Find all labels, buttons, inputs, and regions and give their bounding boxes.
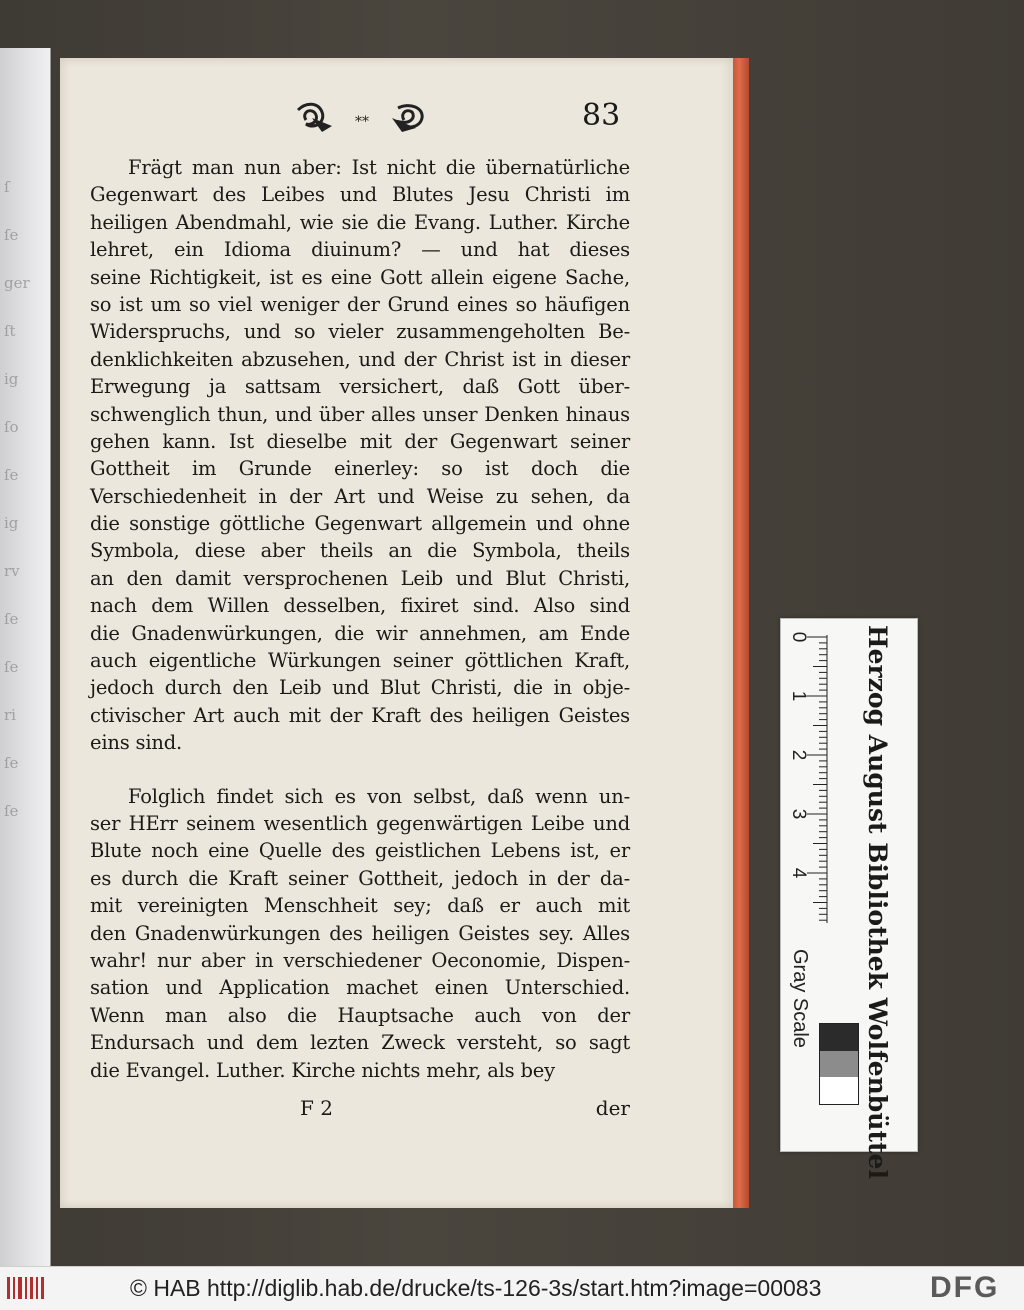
bleed-through-text: ſe <box>4 754 19 772</box>
text-line: ctivischer Art auch mit der Kraft des heiligen Geistes <box>90 703 630 727</box>
page-header <box>60 98 735 138</box>
gray-patch <box>820 1077 858 1104</box>
copyright-link[interactable]: © HAB http://diglib.hab.de/drucke/ts-126-3s/start.htm?image=00083 <box>130 1275 822 1301</box>
text-line: Blute noch eine Quelle des geistlichen Lebens ist, er <box>90 839 630 863</box>
text-line: die Evangel. Luther. Kirche nichts mehr, als bey <box>90 1058 555 1082</box>
text-line: Verschiedenheit in der Art und Weise zu sehen, da <box>90 484 630 508</box>
text-line: ser HErr seinem wesentlich gegenwärtigen Leibe und <box>90 811 630 835</box>
text-line: an den damit versprochenen Leib und Blut Christi, <box>90 566 630 590</box>
bleed-through-text: ſe <box>4 226 19 244</box>
text-line: gehen kann. Ist dieselbe mit der Gegenwart seiner <box>90 429 630 453</box>
bleed-through-text: rv <box>4 562 20 580</box>
text-line: auch eigentliche Würkungen seiner göttlichen Kraft, <box>90 649 630 673</box>
catchword: der <box>595 1096 630 1120</box>
text-line: mit vereinigten Menschheit sey; daß er auch mit <box>90 894 630 918</box>
gray-scale-patches <box>819 1023 859 1105</box>
color-scale-card <box>780 618 918 1179</box>
bleed-through-text: ſe <box>4 658 19 676</box>
bleed-through-text: ig <box>4 514 19 532</box>
bleed-through-text: ſe <box>4 466 19 484</box>
barcode-icon <box>6 1275 46 1301</box>
bleed-through-text: ig <box>4 370 19 388</box>
dfg-logo: DFG <box>930 1271 1000 1304</box>
text-line: nach dem Willen desselben, fixiret sind. Also sind <box>90 594 630 618</box>
text-line: eins sind. <box>90 731 183 755</box>
text-line: jedoch durch den Leib und Blut Christi, die in obje- <box>90 676 630 700</box>
ruler-number: 4 <box>788 867 809 879</box>
text-line: denklichkeiten abzusehen, und der Christ ist in dieser <box>90 347 630 371</box>
text-line: seine Richtigkeit, ist es eine Gott allein eigene Sache, <box>90 265 630 289</box>
text-line: es durch die Kraft seiner Gottheit, jedoch in der da- <box>90 866 630 890</box>
ruler-number: 0 <box>788 631 809 643</box>
gray-scale-label: Gray Scale <box>789 949 811 1048</box>
text-line: Gegenwart des Leibes und Blutes Jesu Christi im <box>90 183 630 207</box>
text-line: wahr! nur aber in verschiedener Oeconomie, Dispen- <box>90 948 630 972</box>
text-line: sation und Application machet einen Unterschied. <box>90 976 630 1000</box>
text-line: den Gnadenwürkungen des heiligen Geistes sey. Alles <box>90 921 630 945</box>
footer-bar <box>0 1266 1024 1310</box>
ruler-number: 2 <box>788 749 809 761</box>
bleed-through-text: ſt <box>4 322 16 340</box>
book-page <box>60 58 735 1208</box>
gray-patch <box>820 1024 858 1051</box>
paragraph-gap <box>90 757 630 783</box>
text-line: Folglich findet sich es von selbst, daß wenn un- <box>128 784 630 808</box>
text-line: Symbola, diese aber theils an die Symbola, theils <box>90 539 630 563</box>
bleed-through-text: ſo <box>4 418 19 436</box>
text-line: Frägt man nun aber: Ist nicht die übernatürliche <box>128 156 630 179</box>
ornament-icon <box>292 100 432 136</box>
text-line: Erwegung ja sattsam versichert, daß Gott über- <box>90 375 630 399</box>
text-line: so ist um so viel weniger der Grund eines so häufigen <box>90 292 630 316</box>
page-footer <box>90 1096 630 1124</box>
bleed-through-text: ri <box>4 706 16 724</box>
signature-mark: F 2 <box>300 1096 333 1120</box>
library-name: Herzog August Bibliothek Wolfenbüttel <box>863 625 892 1179</box>
ornament-stars: ** <box>355 114 369 130</box>
red-page-edge <box>733 58 749 1208</box>
ruler-number: 3 <box>788 808 809 820</box>
body-text <box>90 154 630 1084</box>
text-line: lehret, ein Idioma diuinum? — und hat dieses <box>90 238 630 262</box>
bleed-through-text: ſ <box>4 178 10 196</box>
text-line: die sonstige göttliche Gegenwart allgemein und ohne <box>90 512 630 536</box>
ruler <box>785 627 841 927</box>
gray-patch <box>820 1051 858 1078</box>
text-line: Widerspruchs, und so vieler zusammengeholten Be- <box>90 320 630 344</box>
text-line: heiligen Abendmahl, wie sie die Evang. Luther. Kirche <box>90 210 630 234</box>
text-line: Wenn man also die Hauptsache auch von der <box>90 1003 630 1027</box>
ruler-number: 1 <box>788 690 809 702</box>
previous-page-edge <box>0 48 51 1266</box>
bleed-through-text: ſe <box>4 610 19 628</box>
text-line: schwenglich thun, und über alles unser Denken hinaus <box>90 402 630 426</box>
text-line: Endursach und dem lezten Zweck versteht, so sagt <box>90 1031 630 1055</box>
page-number: 83 <box>582 98 621 133</box>
text-line: Gottheit im Grunde einerley: so ist doch die <box>90 457 630 481</box>
bleed-through-text: ſe <box>4 802 19 820</box>
text-line: die Gnadenwürkungen, die wir annehmen, am Ende <box>90 621 630 645</box>
bleed-through-text: ger <box>4 274 30 292</box>
